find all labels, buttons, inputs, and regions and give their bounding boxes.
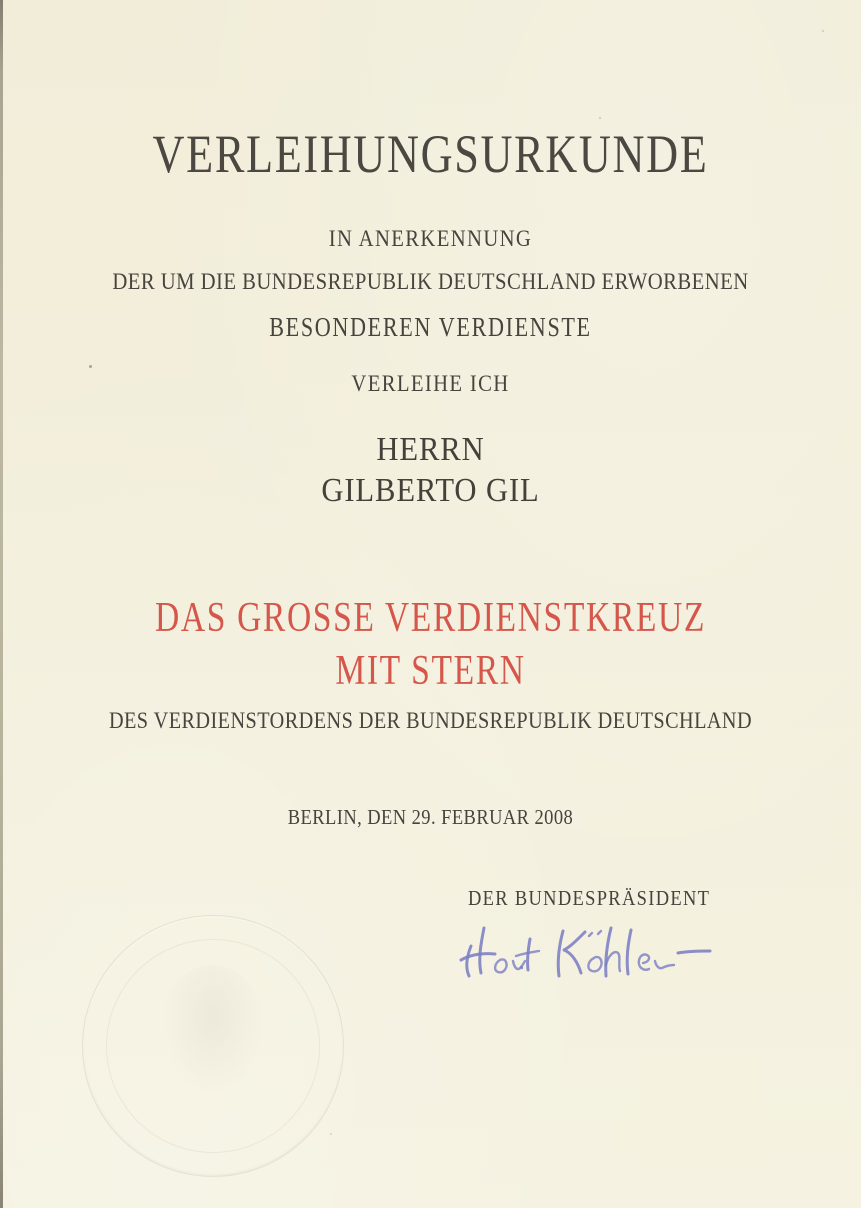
recipient-name: GILBERTO GIL	[321, 472, 540, 509]
paper-speck	[330, 1133, 332, 1135]
preamble-special-merits-line: BESONDEREN VERDIENSTE	[269, 312, 592, 342]
award-name-line2: MIT STERN	[335, 648, 526, 694]
page-left-edge-shadow	[0, 0, 3, 1208]
embossed-seal-outer-ring	[82, 915, 344, 1177]
paper-speck	[599, 117, 601, 119]
recipient-salutation: HERRN	[376, 431, 485, 468]
signer-title-bundespraesident: DER BUNDESPRÄSIDENT	[468, 886, 711, 910]
signature-handwriting-icon	[450, 913, 730, 1005]
paper-speck	[89, 365, 92, 368]
preamble-merits-line: DER UM DIE BUNDESREPUBLIK DEUTSCHLAND ERWORBENEN	[112, 269, 749, 294]
signature-horst-koehler	[450, 913, 730, 1005]
paper-speck	[822, 30, 824, 32]
award-name-line1: DAS GROSSE VERDIENSTKREUZ	[155, 595, 706, 641]
embossed-seal-inner-ring	[106, 939, 320, 1153]
place-and-date-line: BERLIN, DEN 29. FEBRUAR 2008	[287, 805, 574, 829]
embossed-seal-eagle-emblem	[160, 965, 265, 1095]
order-of-merit-line: DES VERDIENSTORDENS DER BUNDESREPUBLIK DEUTSCHLAND	[108, 708, 753, 733]
certificate-title: VERLEIHUNGSURKUNDE	[152, 124, 709, 184]
preamble-bestow-line: VERLEIHE ICH	[351, 371, 510, 396]
preamble-recognition-line: IN ANERKENNUNG	[328, 226, 533, 251]
